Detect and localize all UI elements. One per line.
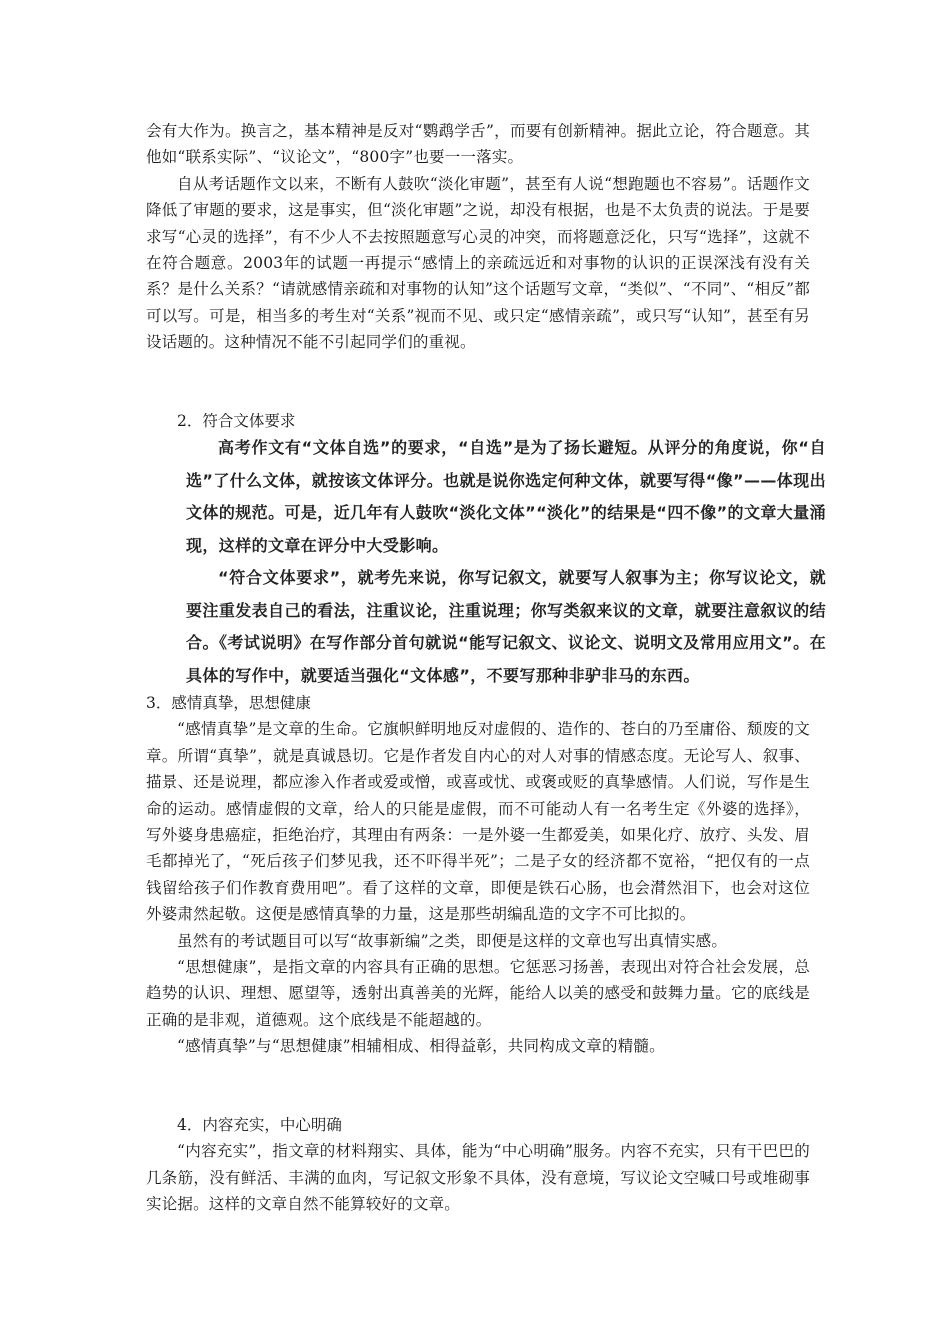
paragraph: 虽然有的考试题目可以写“故事新编”之类，即便是这样的文章也写出真情实感。 <box>177 931 728 950</box>
section-4 <box>146 1112 810 1218</box>
paragraph: “思想健康”，是指文章的内容具有正确的思想。它惩恶习扬善，表现出对符合社会发展，总趋势的认识、理想、愿望等，透射出真善美的光辉，能给人以美的感受和鼓舞力量。它的底线是正确的是非观，道德观。这个底线是不能超越的。 <box>146 958 810 1029</box>
paragraph: “感情真挚”是文章的生命。它旗帜鲜明地反对虚假的、造作的、苍白的乃至庸俗、颓废的文章。所谓“真挚”，就是真诚恳切。它是作者发自内心的对人对事的情感态度。无论写人、叙事、描景、还是说理，都应渗入作者或爱或憎，或喜或忧、或褒或贬的真挚感情。人们说，写作是生命的运动。感情虚假的文章，给人的只能是虚假，而不可能动人有一名考生定《外婆的选择》，写外婆身患癌症，拒绝治疗，其理由有两条：一是外婆一生都爱美，如果化疗、放疗、头发、眉毛都掉光了，“死后孩子们梦见我，还不吓得半死”；二是子女的经济都不宽裕，“把仅有的一点钱留给孩子们作教育费用吧”。看了这样的文章，即便是铁石心肠，也会潸然泪下，也会对这位外婆肃然起敬。这便是感情真挚的力量，这是那些胡编乱造的文字不可比拟的。 <box>146 720 810 924</box>
paragraph: 会有大作为。换言之，基本精神是反对“鹦鹉学舌”，而要有创新精神。据此立论，符合题意。其他如“联系实际”、“议论文”，“800字”也要一一落实。 <box>146 122 810 167</box>
paragraph: 自从考话题作文以来，不断有人鼓吹“淡化审题”，甚至有人说“想跑题也不容易”。话题作文降低了审题的要求，这是事实，但“淡化审题”之说，却没有根据，也是不太负责的说法。于是要求写“心灵的选择”，有不少人不去按照题意写心灵的冲突，而将题意泛化，只写“选择”，这就不在符合题意。2003年的试题一再提示“感情上的亲疏远近和对事物的认识的正误深浅有没有关系？是什么关系？“请就感情亲疏和对事物的认知”这个话题写文章，“类似”、“不同”、“相反”都可以写。可是，相当多的考生对“关系”视而不见、或只定“感情亲疏”，或只写“认知”，甚至有另设话题的。这种情况不能不引起同学们的重视。 <box>146 174 810 352</box>
section-3 <box>146 690 810 1060</box>
section-heading: 2．符合文体要求 <box>177 412 296 430</box>
intro-section <box>146 118 810 356</box>
section-heading: 3．感情真挚，思想健康 <box>146 694 311 712</box>
section-2-scanned-text <box>186 432 826 692</box>
paragraph: “感情真挚”与“思想健康”相辅相成、相得益彰，共同构成文章的精髓。 <box>177 1037 665 1056</box>
paragraph: “内容充实”，指文章的材料翔实、具体，能为“中心明确”服务。内容不充实，只有干巴巴的几条筋，没有鲜活、丰满的血肉，写记叙文形象不具体，没有意境，写议论文空喊口号或堆砌事实论据。这样的文章自然不能算较好的文章。 <box>146 1142 810 1214</box>
paragraph: 高考作文有“文体自选”的要求，“自选”是为了扬长避短。从评分的角度说，你“自选”了什么文体，就按该文体评分。也就是说你选定何种文体，就要写得“像”——体现出文体的规范。可是，近几年有人鼓吹“淡化文体”“淡化”的结果是“四不像”的文章大量涌现，这样的文章在评分中大受影响。 <box>186 438 826 555</box>
section-heading: 4．内容充实，中心明确 <box>177 1116 342 1134</box>
section-2-heading-block <box>146 408 810 434</box>
paragraph: “符合文体要求”，就考先来说，你写记叙文，就要写人叙事为主；你写议论文，就要注重发表自己的看法，注重议论，注重说理；你写类叙来议的文章，就要注意叙议的结合。《考试说明》在写作部分首句就说“能写记叙文、议论文、说明文及常用应用文”。在具体的写作中，就要适当强化“文体感”，不要写那种非驴非马的东西。 <box>186 568 826 685</box>
